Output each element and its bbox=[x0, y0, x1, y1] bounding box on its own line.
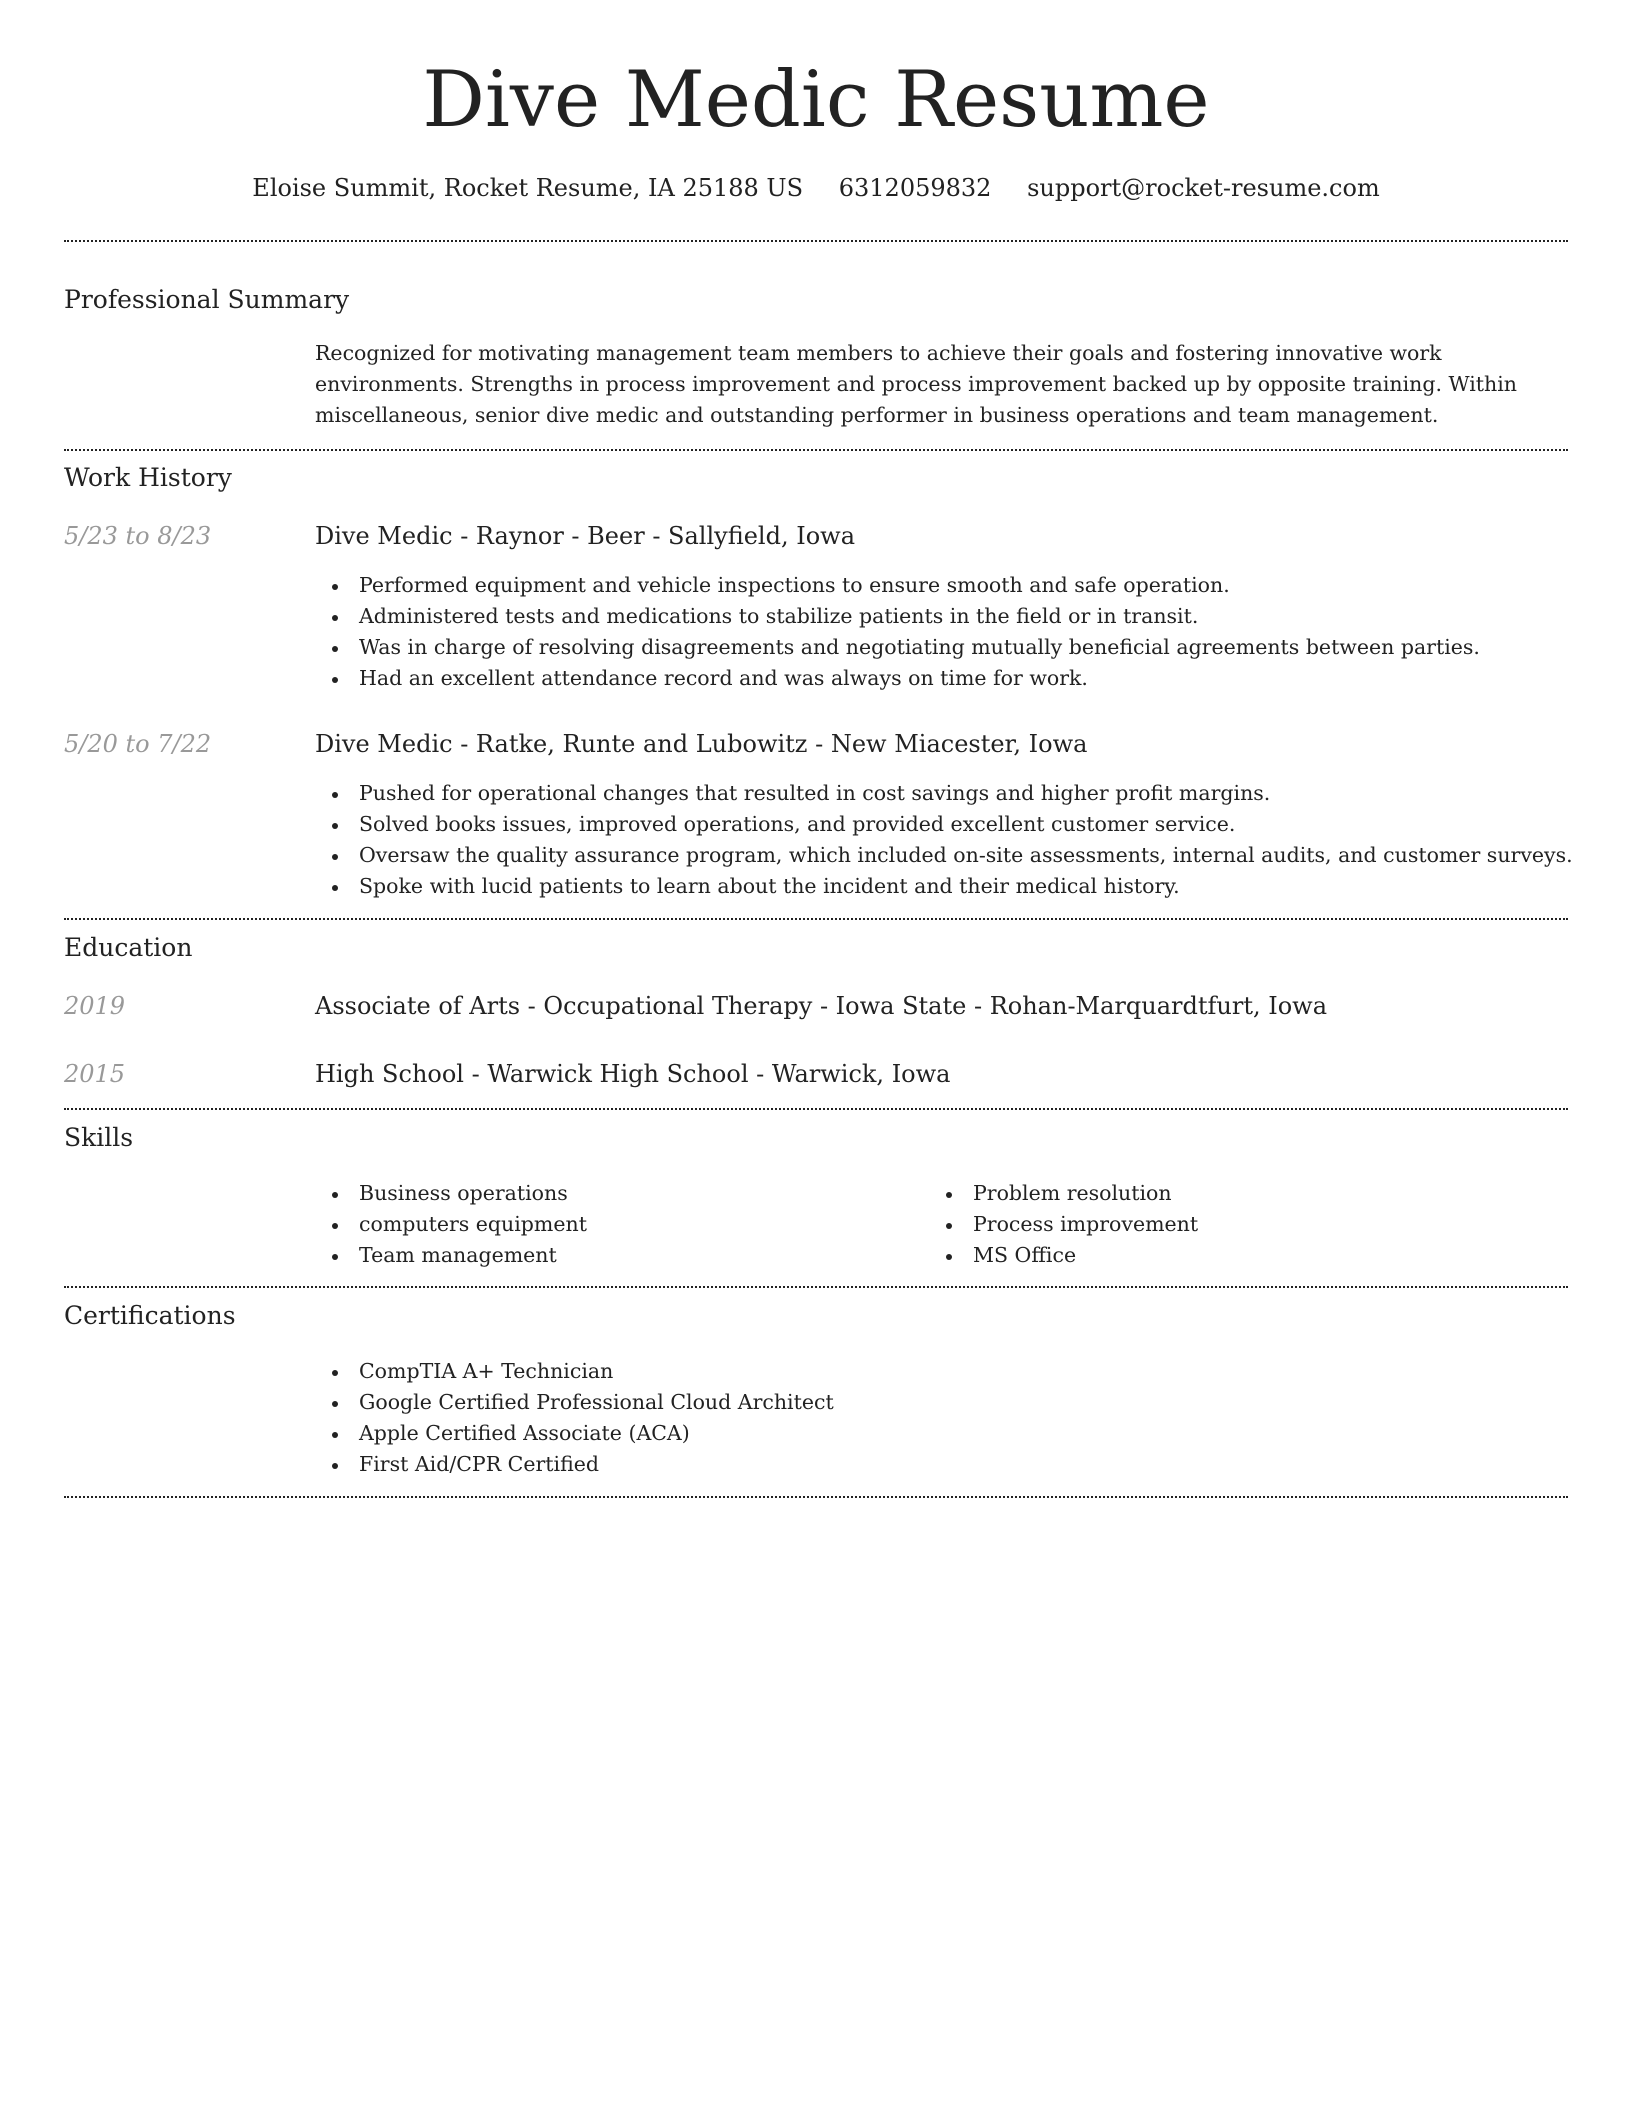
list-item: Problem resolution bbox=[929, 1178, 1198, 1209]
job-bullets bbox=[315, 778, 1573, 902]
education-year: 2019 bbox=[64, 992, 126, 1020]
certifications-list bbox=[315, 1356, 834, 1480]
contact-phone: 6312059832 bbox=[838, 174, 992, 202]
list-item: Was in charge of resolving disagreements and negotiating mutually beneficial agreements between parties. bbox=[315, 632, 1480, 663]
job-bullets bbox=[315, 570, 1480, 694]
job-title: Dive Medic - Raynor - Beer - Sallyfield, Iowa bbox=[315, 522, 855, 550]
education-year: 2015 bbox=[64, 1060, 126, 1088]
section-divider bbox=[64, 918, 1568, 920]
job-title: Dive Medic - Ratke, Runte and Lubowitz - New Miacester, Iowa bbox=[315, 730, 1088, 758]
contact-email: support@rocket-resume.com bbox=[1027, 174, 1380, 202]
skills-heading: Skills bbox=[64, 1123, 134, 1152]
section-divider bbox=[64, 240, 1568, 242]
education-heading: Education bbox=[64, 933, 193, 962]
job-dates: 5/23 to 8/23 bbox=[64, 522, 212, 550]
list-item: Had an excellent attendance record and was always on time for work. bbox=[315, 663, 1480, 694]
contact-address: Eloise Summit, Rocket Resume, IA 25188 US bbox=[252, 174, 804, 202]
list-item: Business operations bbox=[315, 1178, 587, 1209]
section-divider bbox=[64, 1286, 1568, 1288]
work-history-heading: Work History bbox=[64, 463, 232, 492]
education-title: Associate of Arts - Occupational Therapy - Iowa State - Rohan-Marquardtfurt, Iowa bbox=[315, 992, 1328, 1020]
list-item: Spoke with lucid patients to learn about the incident and their medical history. bbox=[315, 871, 1573, 902]
summary-text: Recognized for motivating management team members to achieve their goals and fostering innovative work environments. Strengths in process improvement and process improvement backed up by opposite training. Within miscellaneous, senior dive medic and outstanding performer in business operations and team management. bbox=[315, 341, 1517, 427]
section-divider bbox=[64, 449, 1568, 451]
resume-title: Dive Medic Resume bbox=[422, 55, 1210, 145]
job-dates: 5/20 to 7/22 bbox=[64, 730, 212, 758]
section-divider bbox=[64, 1108, 1568, 1110]
list-item: Pushed for operational changes that resulted in cost savings and higher profit margins. bbox=[315, 778, 1573, 809]
list-item: Solved books issues, improved operations, and provided excellent customer service. bbox=[315, 809, 1573, 840]
list-item: Performed equipment and vehicle inspections to ensure smooth and safe operation. bbox=[315, 570, 1480, 601]
list-item: MS Office bbox=[929, 1240, 1198, 1271]
section-divider bbox=[64, 1496, 1568, 1498]
skills-list-left bbox=[315, 1178, 587, 1271]
list-item: Administered tests and medications to stabilize patients in the field or in transit. bbox=[315, 601, 1480, 632]
list-item: CompTIA A+ Technician bbox=[315, 1356, 834, 1387]
summary-heading: Professional Summary bbox=[64, 285, 350, 314]
list-item: First Aid/CPR Certified bbox=[315, 1449, 834, 1480]
contact-line bbox=[64, 170, 1568, 206]
list-item: Process improvement bbox=[929, 1209, 1198, 1240]
list-item: Team management bbox=[315, 1240, 587, 1271]
list-item: Apple Certified Associate (ACA) bbox=[315, 1418, 834, 1449]
education-title: High School - Warwick High School - Warwick, Iowa bbox=[315, 1060, 951, 1088]
skills-list-right bbox=[929, 1178, 1198, 1271]
list-item: computers equipment bbox=[315, 1209, 587, 1240]
list-item: Oversaw the quality assurance program, which included on-site assessments, internal audits, and customer surveys. bbox=[315, 840, 1573, 871]
list-item: Google Certified Professional Cloud Architect bbox=[315, 1387, 834, 1418]
certifications-heading: Certifications bbox=[64, 1301, 236, 1330]
